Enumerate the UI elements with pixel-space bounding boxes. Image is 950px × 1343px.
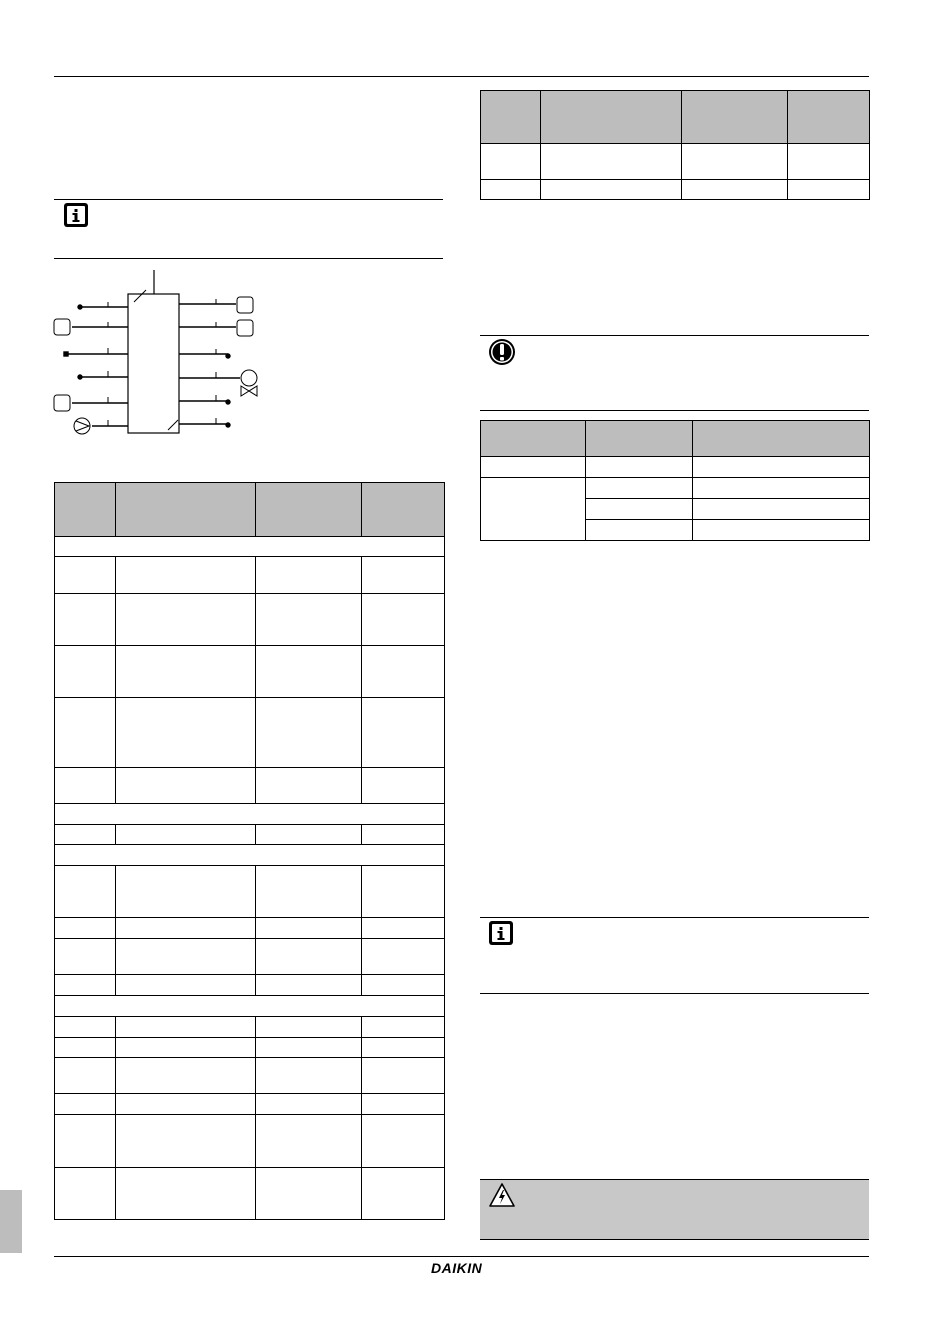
info-note-bottom-rule (54, 258, 443, 259)
info-note-top-rule (54, 199, 443, 200)
notice-bottom-rule (480, 410, 869, 411)
exclamation-icon (488, 338, 516, 366)
table-group-row (55, 845, 445, 866)
info-note-2-top-rule (480, 917, 869, 918)
info-icon (63, 202, 89, 228)
daikin-logo: DAIKIN (431, 1260, 483, 1276)
table-group-row (55, 537, 445, 557)
wiring-diagram (50, 268, 280, 440)
warning-band (480, 1179, 869, 1240)
table-group-row (55, 996, 445, 1017)
side-tab (0, 1190, 22, 1253)
table-group-row (55, 804, 445, 825)
info-icon (488, 920, 514, 946)
footer-rule (54, 1256, 869, 1257)
right-top-table (480, 90, 870, 200)
header-rule (54, 76, 869, 77)
left-table (54, 482, 445, 1220)
lightning-warning-icon (488, 1182, 516, 1208)
info-note-2-bottom-rule (480, 993, 869, 994)
right-middle-table (480, 420, 870, 541)
notice-top-rule (480, 335, 869, 336)
